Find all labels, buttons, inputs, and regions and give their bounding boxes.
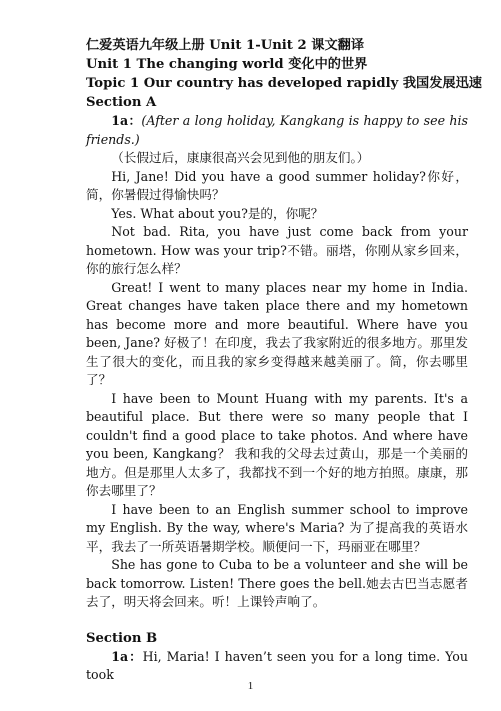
document-title: 仁爱英语九年级上册 Unit 1-Unit 2 课文翻译 xyxy=(86,38,365,53)
paragraph-label: 1a： xyxy=(111,113,142,128)
paragraph: Great! I went to many places near my home in India. Great changes have taken place there and my hometown has become more and more beautiful. Where have you been, Jane? 好极了！在印度，我去了我家附近的很多地方。那里发生了很大的变化，而且我的家乡变得越来越美丽了。简，你去哪里了？ xyxy=(86,279,468,387)
page-number: 1 xyxy=(247,680,254,692)
paragraph-1a-zh: （长假过后，康康很高兴会见到他的朋友们。） xyxy=(111,150,370,165)
paragraph-1a-section-b xyxy=(86,648,468,685)
section-a-heading: Section A xyxy=(86,95,157,110)
paragraph-text: Hi, Maria! I haven’t seen you for a long time. You took xyxy=(86,648,468,682)
paragraph: Yes. What about you?是的，你呢？ xyxy=(111,205,324,221)
section-b-heading: Section B xyxy=(86,630,158,646)
topic-heading: Topic 1 Our country has developed rapidly 我国发展迅速 xyxy=(86,76,482,91)
paragraph: Hi, Jane! Did you have a good summer holiday?你好，简，你暑假过得愉快吗？ xyxy=(86,168,468,202)
paragraph: I have been to an English summer school to improve my English. By the way, where's Maria? 为了提高我的英语水平，我去了一所英语暑期学校。顺便问一下，玛丽亚在哪里？ xyxy=(86,501,468,554)
spacer xyxy=(86,612,468,629)
paragraph: I have been to Mount Huang with my parents. It's a beautiful place. But there were so many people that I couldn't find a good place to take photos. And where have you been, Kangkang？ 我和我的父母去过黄山，那是一个美丽的地方。但是那里人太多了，我都找不到一个好的地方拍照。康康，那你去哪里了？ xyxy=(86,390,468,498)
paragraph-text: (After a long holiday, Kangkang is happy to see his friends.) xyxy=(86,113,468,147)
unit-heading: Unit 1 The changing world 变化中的世界 xyxy=(86,57,368,72)
document-body xyxy=(86,36,482,685)
paragraph-1a-en xyxy=(86,112,468,149)
paragraph: She has gone to Cuba to be a volunteer and she will be back tomorrow. Listen! There goes the bell.她去古巴当志愿者去了，明天将会回来。听！上课铃声响了。 xyxy=(86,557,468,609)
paragraph: Not bad. Rita, you have just come back from your hometown. How was your trip?不错。丽塔，你刚从家乡回来，你的旅行怎么样？ xyxy=(86,224,468,276)
paragraph-label: 1a： xyxy=(111,648,143,664)
